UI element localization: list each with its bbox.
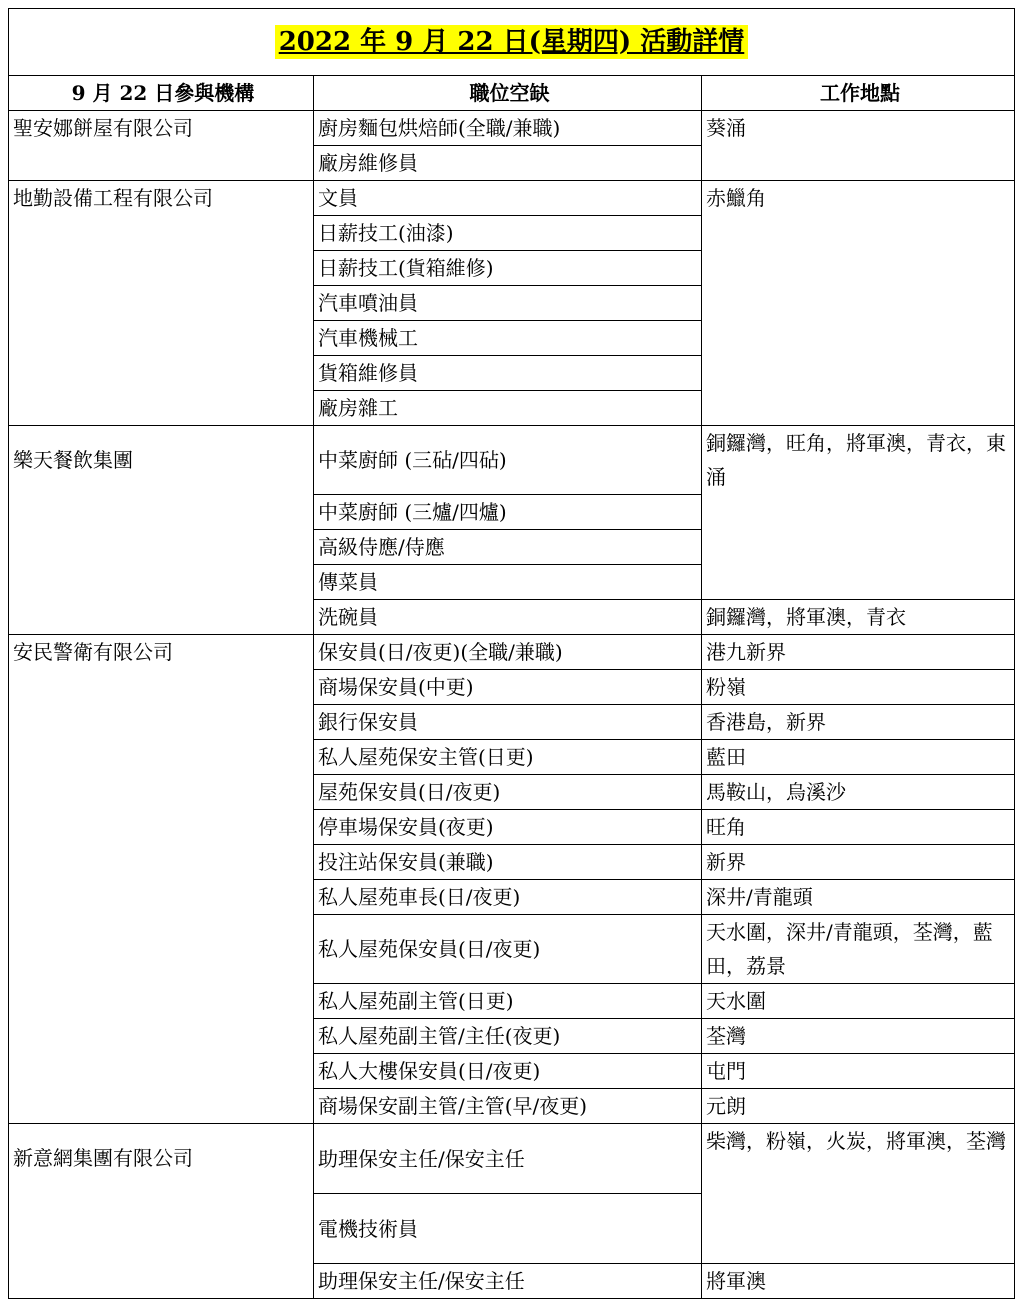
job-cell: 私人屋苑副主管/主任(夜更) — [314, 1019, 702, 1054]
job-cell: 日薪技工(油漆) — [314, 216, 702, 251]
location-cell: 深井/青龍頭 — [702, 880, 1015, 915]
job-cell: 商場保安員(中更) — [314, 670, 702, 705]
job-cell: 貨箱維修員 — [314, 356, 702, 391]
job-cell: 洗碗員 — [314, 600, 702, 635]
job-cell: 廠房維修員 — [314, 146, 702, 181]
job-cell: 私人屋苑保安員(日/夜更) — [314, 915, 702, 984]
job-cell: 廠房雜工 — [314, 391, 702, 426]
org-name: 地勤設備工程有限公司 — [9, 181, 314, 426]
job-cell: 廚房麵包烘焙師(全職/兼職) — [314, 111, 702, 146]
header-job: 職位空缺 — [314, 76, 702, 111]
job-cell: 投注站保安員(兼職) — [314, 845, 702, 880]
location-cell: 粉嶺 — [702, 670, 1015, 705]
job-cell: 屋苑保安員(日/夜更) — [314, 775, 702, 810]
location-cell: 赤鱲角 — [702, 181, 1015, 426]
header-loc: 工作地點 — [702, 76, 1015, 111]
job-cell: 商場保安副主管/主管(早/夜更) — [314, 1089, 702, 1124]
page-title: 2022 年 9 月 22 日(星期四) 活動詳情 — [275, 25, 749, 59]
location-cell: 藍田 — [702, 740, 1015, 775]
location-cell: 將軍澳 — [702, 1264, 1015, 1299]
job-cell: 私人屋苑副主管(日更) — [314, 984, 702, 1019]
org-name: 聖安娜餅屋有限公司 — [9, 111, 314, 181]
location-cell: 港九新界 — [702, 635, 1015, 670]
job-cell: 銀行保安員 — [314, 705, 702, 740]
job-cell: 中菜廚師 (三爐/四爐) — [314, 495, 702, 530]
job-cell: 汽車機械工 — [314, 321, 702, 356]
location-cell: 元朗 — [702, 1089, 1015, 1124]
location-cell: 天水圍，深井/青龍頭，荃灣，藍田，荔景 — [702, 915, 1015, 984]
job-cell: 傳菜員 — [314, 565, 702, 600]
job-cell: 文員 — [314, 181, 702, 216]
location-cell: 荃灣 — [702, 1019, 1015, 1054]
job-cell: 私人屋苑車長(日/夜更) — [314, 880, 702, 915]
job-cell: 日薪技工(貨箱維修) — [314, 251, 702, 286]
job-cell: 私人屋苑保安主管(日更) — [314, 740, 702, 775]
title-cell — [9, 9, 1015, 76]
location-cell: 銅鑼灣，將軍澳，青衣 — [702, 600, 1015, 635]
job-cell: 電機技術員 — [314, 1194, 702, 1264]
job-cell: 助理保安主任/保安主任 — [314, 1124, 702, 1194]
location-cell: 香港島，新界 — [702, 705, 1015, 740]
location-cell: 屯門 — [702, 1054, 1015, 1089]
job-cell: 保安員(日/夜更)(全職/兼職) — [314, 635, 702, 670]
job-cell: 停車場保安員(夜更) — [314, 810, 702, 845]
location-cell: 新界 — [702, 845, 1015, 880]
location-cell: 馬鞍山，烏溪沙 — [702, 775, 1015, 810]
org-name: 新意網集團有限公司 — [9, 1124, 314, 1299]
org-name: 安民警衛有限公司 — [9, 635, 314, 1124]
org-name: 樂天餐飲集團 — [9, 426, 314, 635]
job-cell: 中菜廚師 (三砧/四砧) — [314, 426, 702, 495]
location-cell: 葵涌 — [702, 111, 1015, 181]
location-cell: 旺角 — [702, 810, 1015, 845]
event-details-table — [8, 8, 1015, 1299]
job-cell: 助理保安主任/保安主任 — [314, 1264, 702, 1299]
job-cell: 私人大樓保安員(日/夜更) — [314, 1054, 702, 1089]
job-cell: 汽車噴油員 — [314, 286, 702, 321]
location-cell: 銅鑼灣，旺角，將軍澳，青衣，東涌 — [702, 426, 1015, 600]
job-cell: 高級侍應/侍應 — [314, 530, 702, 565]
location-cell: 天水圍 — [702, 984, 1015, 1019]
header-org: 9 月 22 日參與機構 — [9, 76, 314, 111]
location-cell: 柴灣，粉嶺，火炭，將軍澳，荃灣 — [702, 1124, 1015, 1264]
